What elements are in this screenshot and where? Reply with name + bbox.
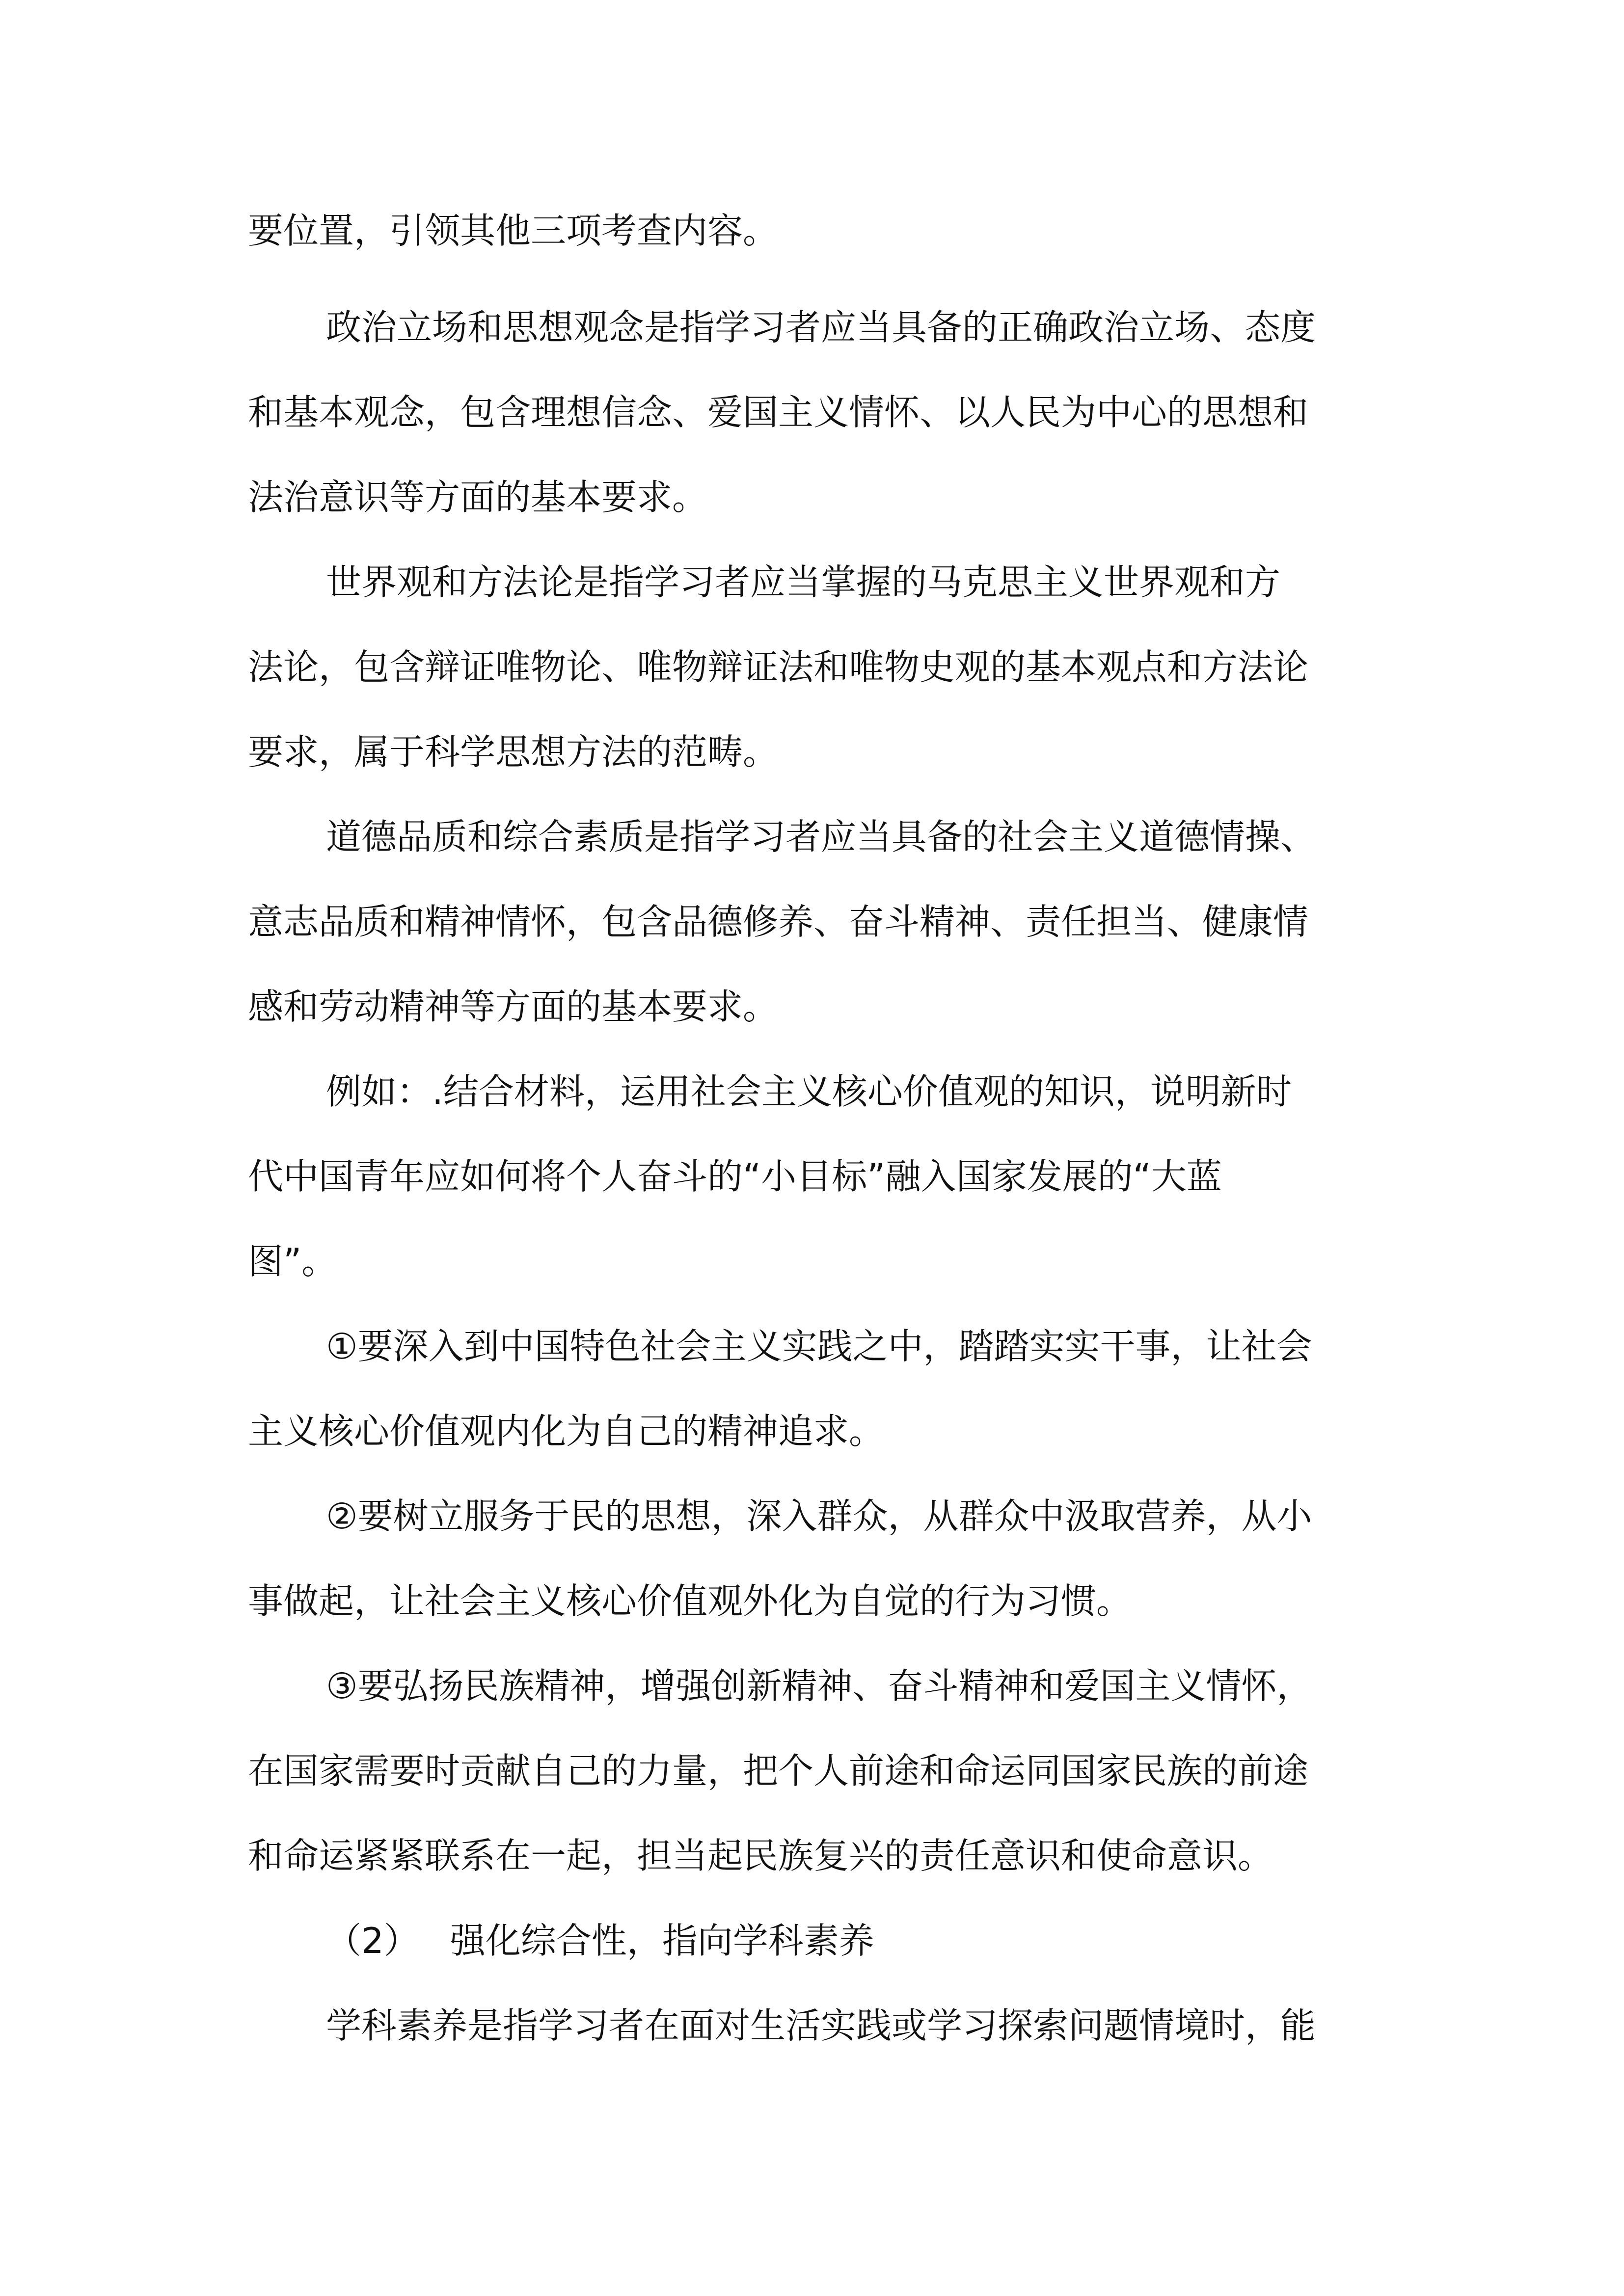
p1-line-1: 要位置，引领其他三项考查内容。 [248, 210, 779, 251]
p6-line-2: 主义核心价值观内化为自己的精神追求。 [248, 1411, 885, 1452]
section-heading-number: （2） [326, 1920, 419, 1961]
p3-line-2: 法论，包含辩证唯物论、唯物辩证法和唯物史观的基本观点和方法论 [248, 646, 1309, 688]
section-heading [0, 1919, 1624, 1963]
section-heading-text: 强化综合性，指向学科素养 [450, 1920, 874, 1961]
p7-line-2: 事做起，让社会主义核心价值观外化为自觉的行为习惯。 [248, 1580, 1132, 1622]
p9-line-1: 学科素养是指学习者在面对生活实践或学习探索问题情境时，能 [326, 2005, 1316, 2046]
p4-line-1: 道德品质和综合素质是指学习者应当具备的社会主义道德情操、 [326, 816, 1316, 857]
p7-line-1: ②要树立服务于民的思想，深入群众，从群众中汲取营养，从小 [326, 1495, 1312, 1537]
p2-line-1: 政治立场和思想观念是指学习者应当具备的正确政治立场、态度 [326, 307, 1316, 348]
p8-line-2: 在国家需要时贡献自己的力量，把个人前途和命运同国家民族的前途 [248, 1750, 1309, 1791]
p8-line-3: 和命运紧紧联系在一起，担当起民族复兴的责任意识和使命意识。 [248, 1835, 1273, 1876]
p4-line-3: 感和劳动精神等方面的基本要求。 [248, 986, 779, 1027]
p5-line-1: 例如：.结合材料，运用社会主义核心价值观的知识，说明新时 [326, 1071, 1292, 1112]
p4-line-2: 意志品质和精神情怀，包含品德修养、奋斗精神、责任担当、健康情 [248, 901, 1309, 942]
p3-line-1: 世界观和方法论是指学习者应当掌握的马克思主义世界观和方 [326, 561, 1281, 603]
p5-line-3: 图”。 [248, 1241, 337, 1282]
p3-line-3: 要求，属于科学思想方法的范畴。 [248, 731, 779, 773]
p8-line-1: ③要弘扬民族精神，增强创新精神、奋斗精神和爱国主义情怀， [326, 1665, 1312, 1707]
p6-line-1: ①要深入到中国特色社会主义实践之中，踏踏实实干事，让社会 [326, 1326, 1312, 1367]
p5-line-2: 代中国青年应如何将个人奋斗的“小目标”融入国家发展的“大蓝 [248, 1156, 1222, 1197]
p2-line-2: 和基本观念，包含理想信念、爱国主义情怀、以人民为中心的思想和 [248, 392, 1309, 433]
p2-line-3: 法治意识等方面的基本要求。 [248, 477, 708, 518]
